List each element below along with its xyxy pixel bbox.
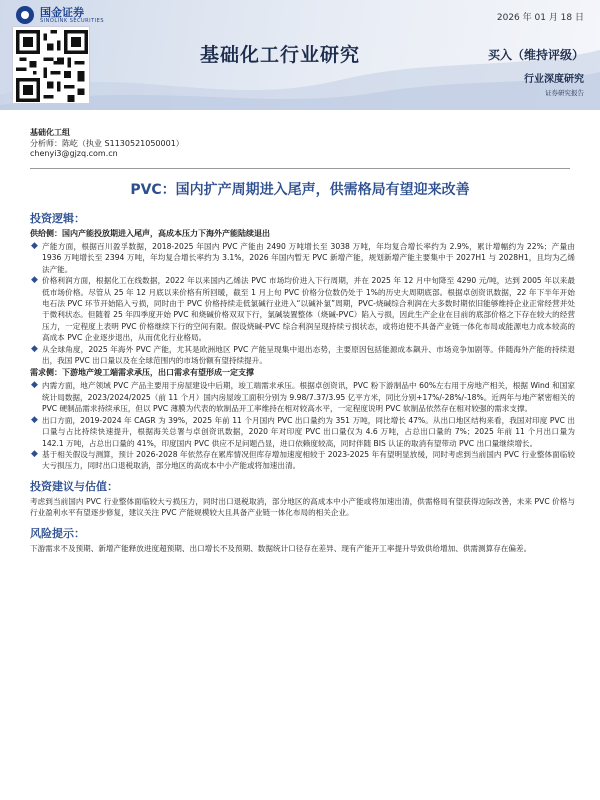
report-type: 行业深度研究 bbox=[524, 74, 584, 85]
list-item bbox=[30, 344, 575, 367]
logo-icon bbox=[16, 6, 34, 24]
bullet-icon: ◆ bbox=[31, 241, 38, 251]
rating: 买入（维持评级） bbox=[487, 48, 584, 62]
demand-bullet-text: 出口方面，2019-2024 年 CAGR 为 39%，2025 年前 11 个月国内 PVC 出口量约为 351 万吨，同比增长 47%。从出口地区结构来看，我国对印度 PVC 出口量与占比持续快速提升，根据海关总署与卓创资讯数据，2020 年对印度 PVC 出口量仅为 4.6 万吨，占总出口量的 7%；2025 年前 11 个月出口量为 142.1 万吨，占总出口量的 41%，印度国内 PVC 供应不足问题凸显，进口依赖度较高，同时伴随 BIS 认证的取消有望带动 PVC 出口量继续增长。 bbox=[42, 415, 575, 448]
list-item bbox=[30, 380, 575, 414]
demand-heading: 需求侧：下游地产竣工端需求承压，出口需求有望形成一定支撑 bbox=[30, 368, 254, 378]
report-date: 2026 年 01 月 18 日 bbox=[496, 13, 584, 23]
analyst-email[interactable]: chenyi3@gjzq.com.cn bbox=[30, 149, 118, 158]
section-heading-risk: 风险提示： bbox=[30, 526, 85, 540]
divider bbox=[30, 168, 570, 169]
bullet-icon: ◆ bbox=[31, 448, 38, 459]
bullet-icon: ◆ bbox=[31, 414, 38, 425]
sector-name: 基础化工组 bbox=[30, 128, 70, 137]
report-title: 基础化工行业研究 bbox=[200, 44, 361, 66]
logo-subtext: SINOLINK SECURITIES bbox=[40, 17, 104, 24]
main-content bbox=[30, 210, 575, 554]
supply-bullet-text: 产能方面，根据百川盈孚数据，2018-2025 年国内 PVC 产能由 2490 万吨增长至 3038 万吨，年均复合增长率约为 2.9%，累计增幅约为 22%；产量由 1936 万吨增长至 2394 万吨，年均复合增长率约为 3.1%，2026 年国内暂无 PVC 新增产能，规划新增产能主要集中于 2027H1 与 2028H1，且均为乙烯法产能。 bbox=[42, 242, 575, 274]
report-subtitle: PVC：国内扩产周期进入尾声，供需格局有望迎来改善 bbox=[130, 182, 470, 198]
supply-bullet-text: 价格利润方面，根据化工在线数据，2022 年以来国内乙烯法 PVC 市场均价进入下行周期，并在 2025 年 12 月中旬降至 4290 元/吨，达到 2005 年以来最低市场价格。尽管从 25 年 12 月底以来价格有所回暖，截至 1 月上旬 PVC 价格分位数仍处于 1%的历史大周期底部。根据卓创资讯数据，22 年下半年开始电石法 PVC 环节开始陷入亏损，同时由于 PVC 价格持续走低氯碱行业进入“以碱补氯”周期，PVC-烧碱综合利润在大多数时期依旧能够维持企业正常经营并处于微利状态。但随着 25 年四季度开始 PVC 和烧碱价格双双下行，氯碱装置整体（烧碱-PVC）陷入亏损，因此生产企业在目前的底部价格之下存在较大的经营压力，一定程度上表明 PVC 价格继续下行的空间有限。假设烧碱-PVC 综合利润呈现持续亏损状态，或将迫使不具备产业链一体化布局或能源电力成本较高的高成本 PVC 企业逐步退出，从而优化行业格局。 bbox=[42, 276, 575, 343]
advice-text: 考虑到当前国内 PVC 行业整体面临较大亏损压力，同时出口退税取消，部分地区的高成本中小产能或将加速出清，供需格局有望获得边际改善，未来 PVC 价格与行业盈利水平有望逐步修复，建议关注 PVC 产能规模较大且具备产业链一体化布局的相关企业。 bbox=[30, 496, 575, 518]
company-logo bbox=[16, 6, 104, 24]
supply-bullet-text: 从全球角度，2025 年海外 PVC 产能，尤其是欧洲地区 PVC 产能呈现集中退出态势，主要原因包括能源成本飙升、市场竞争加剧等。伴随海外产能的持续退出，我国 PVC 出口量以及在全球范围内的市场份额有望持续提升。 bbox=[42, 344, 575, 366]
author-block bbox=[30, 128, 184, 160]
bullet-icon: ◆ bbox=[31, 343, 38, 354]
logo-text: 国金证券 bbox=[40, 5, 84, 19]
risk-text: 下游需求不及预期、新增产能释放进度超预期、出口增长不及预期、数据统计口径存在差异、现有产能开工率提升导致供给增加、供需测算存在偏差。 bbox=[30, 543, 532, 553]
header-banner bbox=[0, 0, 600, 110]
analyst-name: 分析师：陈屹（执业 S1130521050001） bbox=[30, 138, 184, 148]
qr-code bbox=[12, 26, 90, 104]
report-kind: 证券研究报告 bbox=[545, 89, 584, 97]
demand-bullet-text: 内需方面，地产领域 PVC 产品主要用于房屋建设中后期，竣工端需求承压。根据卓创资讯，PVC 粉下游制品中 60%左右用于房地产相关，根据 Wind 和国家统计局数据，2023/2024/2025（前 11 个月）国内房屋竣工面积分别为 9.98/7.37/3.95 亿平方米，同比分别+17%/-28%/-18%。近两年与地产紧密相关的 PVC 硬制品需求持续承压，但以 PVC 薄膜为代表的软制品开工率维持在相对较高水平，一定程度说明 PVC 软制品依然存在相对较强的需求支撑。 bbox=[42, 381, 575, 414]
supply-heading: 供给侧：国内产能投放期进入尾声，高成本压力下海外产能陆续退出 bbox=[30, 229, 270, 238]
qr-code-icon bbox=[16, 30, 88, 102]
list-item bbox=[30, 241, 575, 275]
list-item bbox=[30, 275, 575, 343]
demand-bullet-text: 基于相关假设与测算，预计 2026-2028 年依然存在累库情况但库存增加速度相较于 2023-2025 年有望明显放缓，同时考虑到当前国内 PVC 行业整体面临较大亏损压力，同时出口退税取消，部分地区的高成本中小产能或将加速出清。 bbox=[42, 449, 575, 471]
list-item bbox=[30, 449, 575, 472]
section-heading-advice: 投资建议与估值： bbox=[30, 479, 118, 493]
bullet-icon: ◆ bbox=[31, 275, 38, 286]
bullet-icon: ◆ bbox=[31, 380, 38, 391]
section-heading-logic: 投资逻辑： bbox=[30, 212, 85, 225]
list-item bbox=[30, 415, 575, 449]
